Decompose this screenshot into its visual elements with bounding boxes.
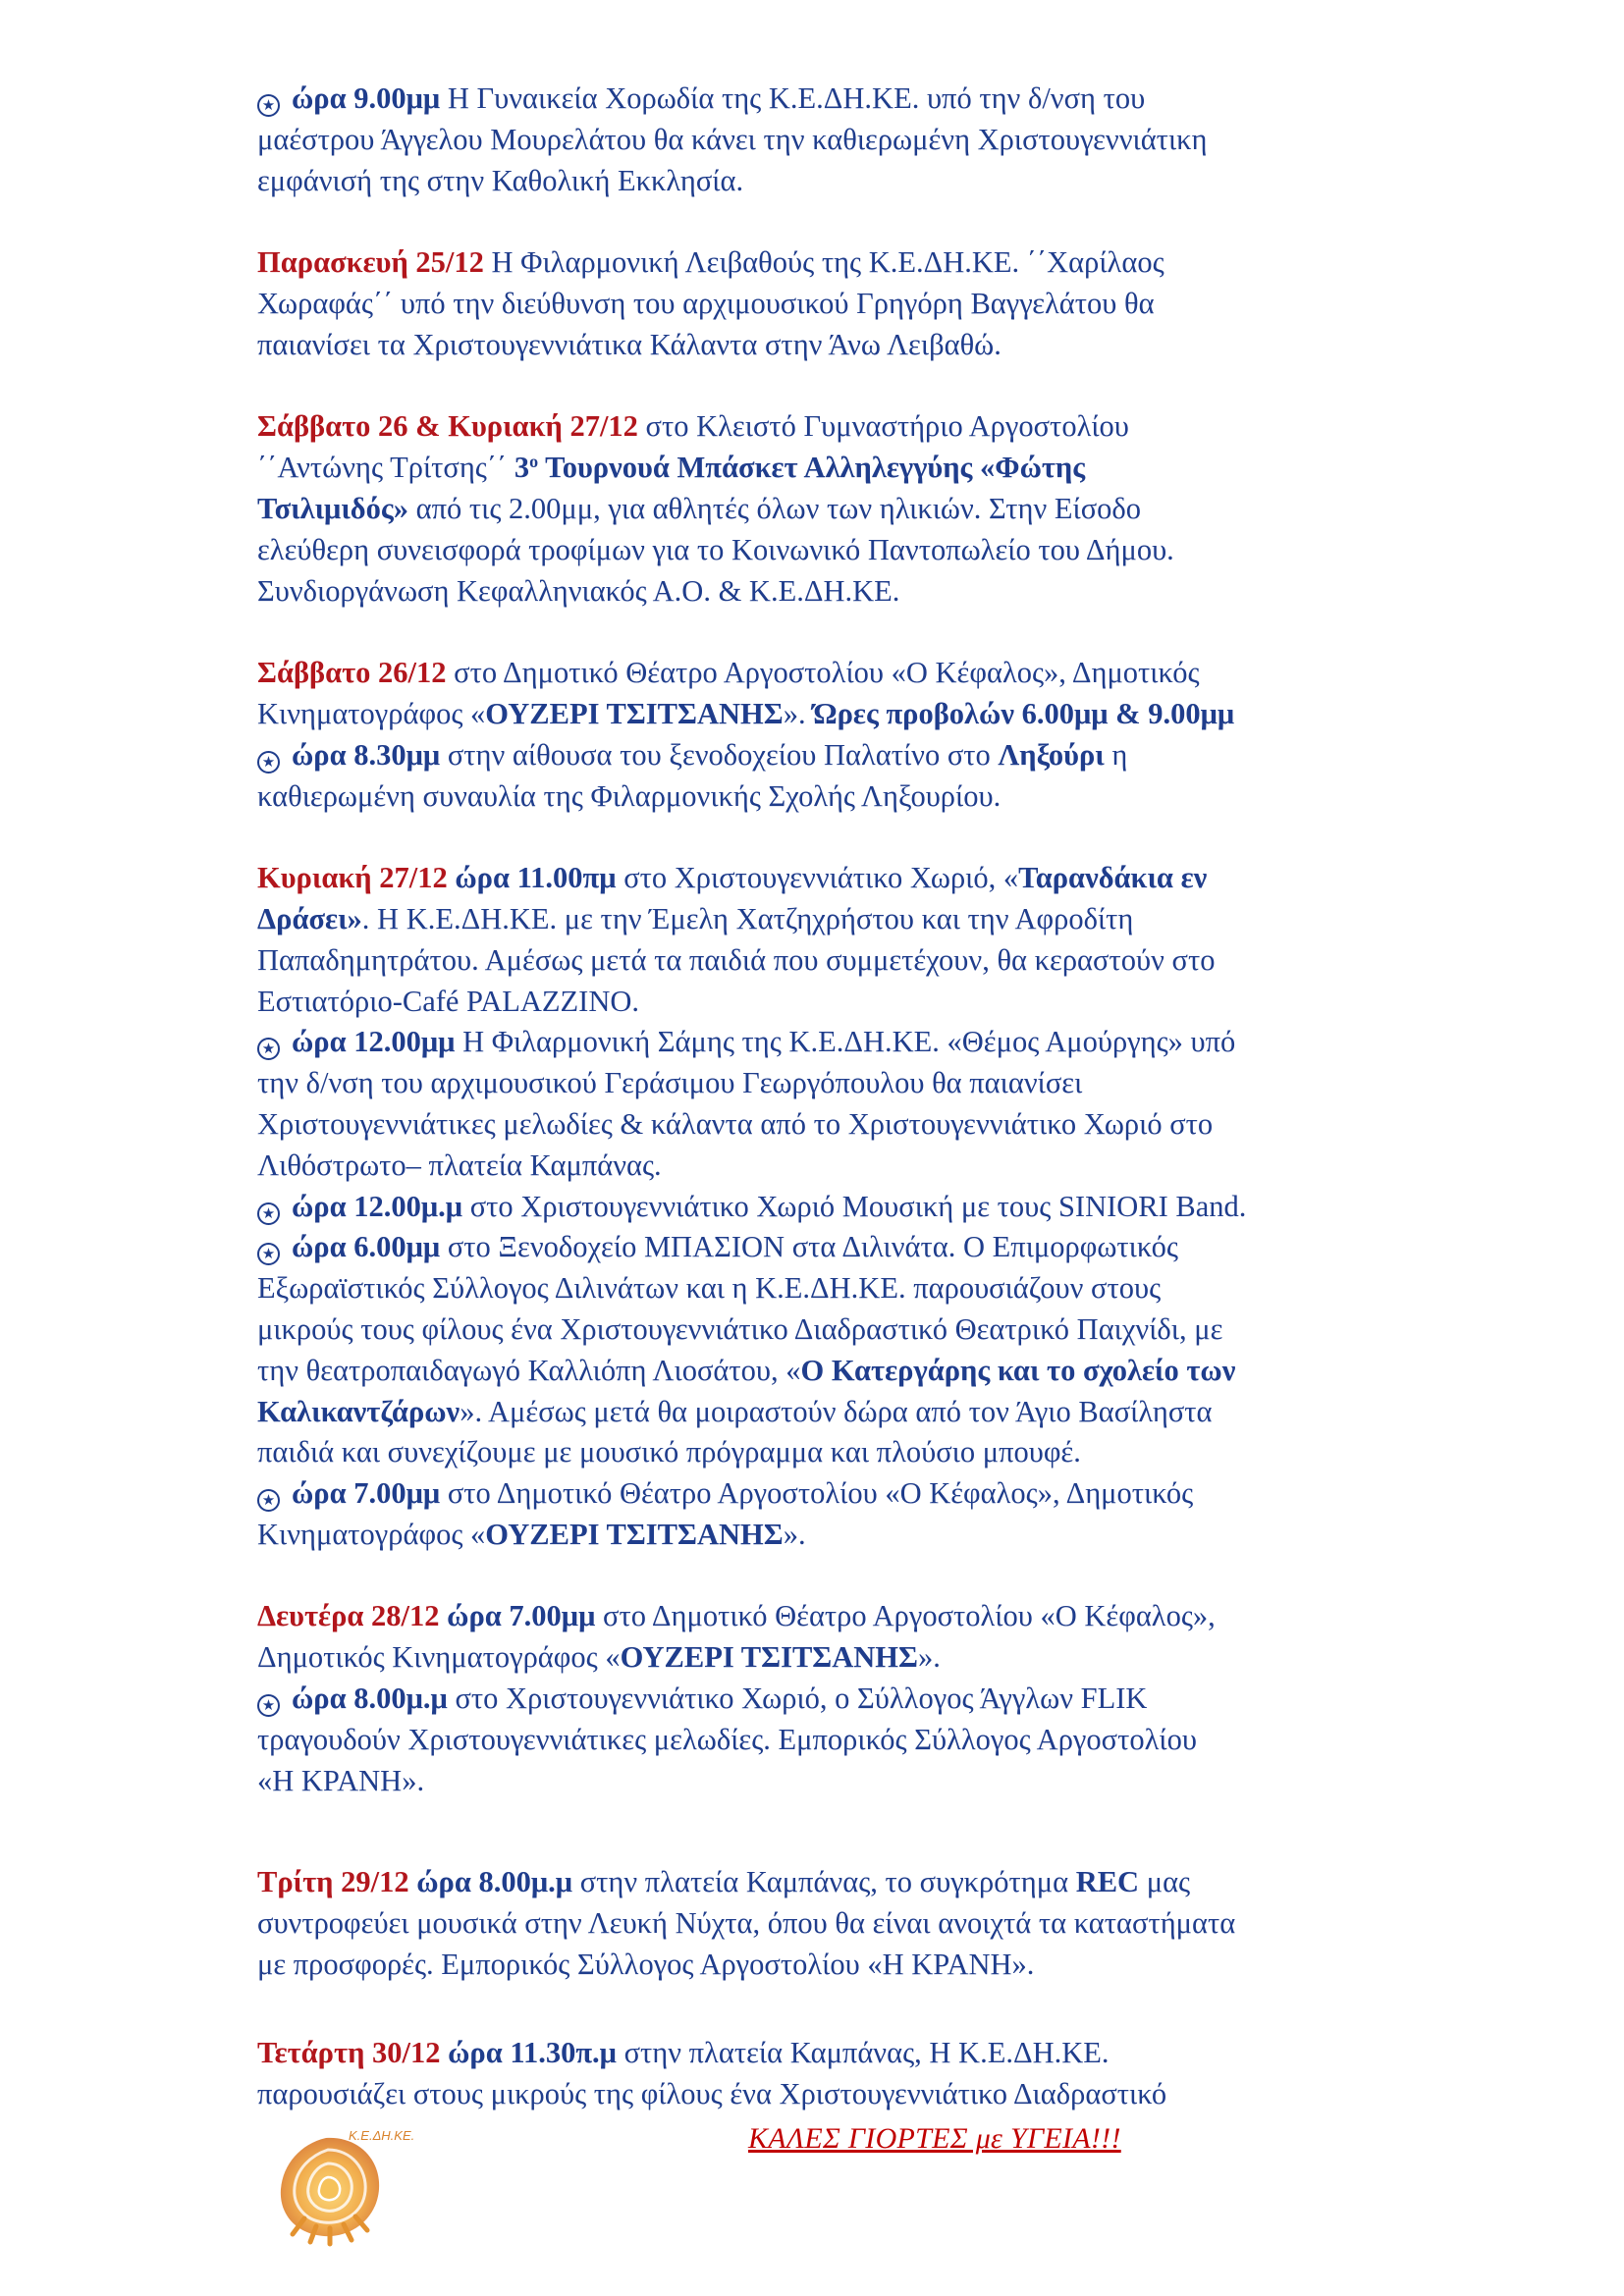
text: Δημοτικός Κινηματογράφος « [257,1640,621,1675]
text: ». [917,1640,941,1675]
text: στο Δημοτικό Θέατρο Αργοστολίου «Ο Κέφαλος», Δημοτικός [440,1476,1194,1511]
star-circle-icon: ★ [257,1202,280,1225]
text-line [257,406,1455,448]
star-circle-icon: ★ [257,1694,280,1717]
band-name: REC [1075,1865,1140,1899]
text: . Η Κ.Ε.ΔΗ.ΚΕ. με την Έμελη Χατζηχρήστου και την Αφροδίτη [361,901,1134,935]
text-line [257,1473,1455,1515]
event-time: ώρα 12.00μμ [292,1025,456,1059]
text: 3 [514,451,530,485]
text-line: μικρούς τους φίλους ένα Χριστουγεννιάτικο Διαδραστικό Θεατρικό Παιχνίδι, με [257,1311,1223,1346]
text: ». [783,1517,806,1551]
logo-text: Κ.Ε.ΔΗ.ΚΕ. [349,2128,415,2143]
text-line: Συνδιοργάνωση Κεφαλληνιακός Α.Ο. & Κ.Ε.ΔΗ.ΚΕ. [257,573,900,608]
text: μας [1139,1865,1191,1899]
text-line: παιανίσει τα Χριστουγεννιάτικα Κάλαντα στην Άνω Λειβαθώ. [257,327,1001,361]
text-line: ελεύθερη συνεισφορά τροφίμων για το Κοινωνικό Παντοπωλείο του Δήμου. [257,532,1174,566]
greeting [748,2122,1121,2156]
event-monday [257,1596,1455,1801]
event-time: ώρα 8.00μ.μ [408,1865,573,1899]
text-line [257,448,1455,489]
text-line: μαέστρου Άγγελου Μουρελάτου θα κάνει την καθιερωμένη Χριστουγεννιάτικη [257,122,1208,156]
text: στο Δημοτικό Θέατρο Αργοστολίου «Ο Κέφαλος», [595,1599,1216,1633]
text-line [257,242,1455,284]
text-line [257,653,1455,694]
text: στην πλατεία Καμπάνας, Η Κ.Ε.ΔΗ.ΚΕ. [616,2035,1110,2069]
event-date: Παρασκευή 25/12 [257,245,484,280]
star-circle-icon: ★ [257,751,280,774]
event-basketball [257,406,1455,612]
event-sunday [257,858,1455,1556]
text-line: Εξωραϊστικός Σύλλογος Διλινάτων και η Κ.Ε.ΔΗ.ΚΕ. παρουσιάζουν στους [257,1271,1162,1306]
show-title: Δράσει» [257,901,362,935]
text-line: Χωραφάς΄΄ υπό την διεύθυνση του αρχιμουσικού Γρηγόρη Βαγγελάτου θα [257,286,1155,320]
text-line [257,1596,1455,1637]
event-time: ώρα 9.00μμ [292,81,441,115]
document-body [257,79,1455,2114]
text-line [257,1187,1455,1228]
text-line: παιδιά και συνεχίζουμε με μουσικό πρόγραμμα και πλούσιο μπουφέ. [257,1435,1081,1469]
event-date: Τρίτη 29/12 [257,1865,409,1899]
play-title: Καλικαντζάρων [257,1394,460,1428]
text-line [257,1351,1455,1392]
event-saturday [257,653,1455,817]
movie-title: ΟΥΖΕΡΙ ΤΣΙΤΣΑΝΗΣ [620,1640,918,1675]
superscript: ο [529,452,539,472]
text: στο Χριστουγεννιάτικο Χωριό Μουσική με τους SINIORI Band. [462,1189,1247,1223]
event-tuesday [257,1862,1455,1985]
text: στο Ξενοδοχείο ΜΠΑΣΙΟΝ στα Διλινάτα. Ο Επιμορφωτικός [440,1230,1178,1264]
event-wednesday [257,2033,1455,2115]
text-line [257,735,1455,776]
star-circle-icon: ★ [257,94,280,117]
text-line [257,694,1455,735]
event-time: ώρα 7.00μμ [292,1476,441,1511]
event-friday [257,242,1455,365]
text-line [257,1022,1455,1063]
show-title: Ταρανδάκια εν [1018,861,1208,895]
text-line: την δ/νση του αρχιμουσικού Γεράσιμου Γεωργόπουλου θα παιανίσει [257,1066,1083,1100]
text: Η Γυναικεία Χορωδία της Κ.Ε.ΔΗ.ΚΕ. υπό την δ/νση του [440,81,1146,115]
text-line: τραγουδούν Χριστουγεννιάτικες μελωδίες. Εμπορικός Σύλλογος Αργοστολίου [257,1722,1197,1756]
text-line [257,1679,1455,1720]
star-circle-icon: ★ [257,1038,280,1060]
text: την θεατροπαιδαγωγό Καλλιόπη Λιοσάτου, « [257,1353,801,1387]
movie-title: ΟΥΖΕΡΙ ΤΣΙΤΣΑΝΗΣ [485,696,784,730]
event-time: ώρα 6.00μμ [292,1230,441,1264]
event-date: Σάββατο 26/12 [257,656,447,690]
text-line: «Η ΚΡΑΝΗ». [257,1763,425,1797]
text-line: Παπαδημητράτου. Αμέσως μετά τα παιδιά που συμμετέχουν, θα κεραστούν στο [257,942,1216,977]
event-date: Κυριακή 27/12 [257,861,448,895]
text-line: συντροφεύει μουσικά στην Λευκή Νύχτα, όπου θα είναι ανοιχτά τα καταστήματα [257,1906,1236,1941]
play-title: Ο Κατεργάρης και το σχολείο των [800,1353,1236,1387]
screening-times: Ώρες προβολών 6.00μμ & 9.00μμ [813,696,1235,730]
text-line: Λιθόστρωτο– πλατεία Καμπάνας. [257,1148,662,1182]
event-time: ώρα 8.00μ.μ [292,1682,448,1716]
star-circle-icon: ★ [257,1243,280,1265]
text-line [257,1637,1455,1679]
text-line [257,1227,1455,1268]
text: στο Χριστουγεννιάτικο Χωριό, « [616,861,1019,895]
text-line: Εστιατόριο-Café PALAZZINO. [257,984,639,1018]
text-line: καθιερωμένη συναυλία της Φιλαρμονικής Σχολής Ληξουρίου. [257,778,1001,813]
text-line: Χριστουγεννιάτικες μελωδίες & κάλαντα από το Χριστουγεννιάτικο Χωριό στο [257,1106,1214,1141]
event-date: Σάββατο 26 & Κυριακή 27/12 [257,409,638,444]
text: από τις 2.00μμ, για αθλητές όλων των ηλικιών. Στην Είσοδο [408,491,1142,525]
event-women-choir [257,79,1455,201]
event-date: Δευτέρα 28/12 [257,1599,440,1633]
text-line: με προσφορές. Εμπορικός Σύλλογος Αργοστολίου «Η ΚΡΑΝΗ». [257,1948,1035,1982]
greeting-text: ΚΑΛΕΣ ΓΙΟΡΤΕΣ με ΥΓΕΙΑ!!! [748,2122,1121,2155]
text: Κινηματογράφος « [257,696,486,730]
text: στο Δημοτικό Θέατρο Αργοστολίου «Ο Κέφαλος», Δημοτικός [446,656,1200,690]
text-line [257,2033,1455,2074]
tournament-title: Τουρνουά Μπάσκετ Αλληλεγγύης «Φώτης [538,451,1086,485]
text-line [257,858,1455,899]
text: ». Αμέσως μετά θα μοιραστούν δώρα από τον Άγιο Βασίληστα [460,1394,1213,1428]
text-line: παρουσιάζει στους μικρούς της φίλους ένα Χριστουγεννιάτικο Διαδραστικό [257,2076,1167,2110]
text-line [257,1392,1455,1433]
text: Κινηματογράφος « [257,1517,486,1551]
text: στην αίθουσα του ξενοδοχείου Παλατίνο στο [440,737,999,772]
text: στο Χριστουγεννιάτικο Χωριό, ο Σύλλογος Άγγλων FLIK [447,1682,1148,1716]
text-line [257,1515,1455,1556]
event-time: ώρα 12.00μ.μ [292,1189,463,1223]
movie-title: ΟΥΖΕΡΙ ΤΣΙΤΣΑΝΗΣ [485,1517,784,1551]
text: ΄΄Αντώνης Τρίτσης΄΄ [257,451,514,485]
event-time: ώρα 7.00μμ [439,1599,596,1633]
text-line [257,489,1455,530]
text: η [1104,737,1128,772]
text: στο Κλειστό Γυμναστήριο Αργοστολίου [637,409,1129,444]
text: Η Φιλαρμονική Λειβαθούς της Κ.Ε.ΔΗ.ΚΕ. ΄΄Χαρίλαος [483,245,1164,280]
star-circle-icon: ★ [257,1489,280,1512]
text-line [257,1862,1455,1903]
tournament-title: Τσιλιμιδός» [257,491,409,525]
text-line [257,899,1455,940]
text: Η Φιλαρμονική Σάμης της Κ.Ε.ΔΗ.ΚΕ. «Θέμος Αμούργης» υπό [455,1025,1236,1059]
event-date: Τετάρτη 30/12 [257,2035,441,2069]
place: Ληξούρι [998,737,1105,772]
text-line [257,79,1455,120]
text: ». [783,696,814,730]
event-time: ώρα 8.30μμ [292,737,441,772]
text: στην πλατεία Καμπάνας, το συγκρότημα [572,1865,1076,1899]
event-time: ώρα 11.30π.μ [440,2035,617,2069]
text-line: εμφάνισή της στην Καθολική Εκκλησία. [257,163,744,197]
event-time: ώρα 11.00πμ [447,861,617,895]
